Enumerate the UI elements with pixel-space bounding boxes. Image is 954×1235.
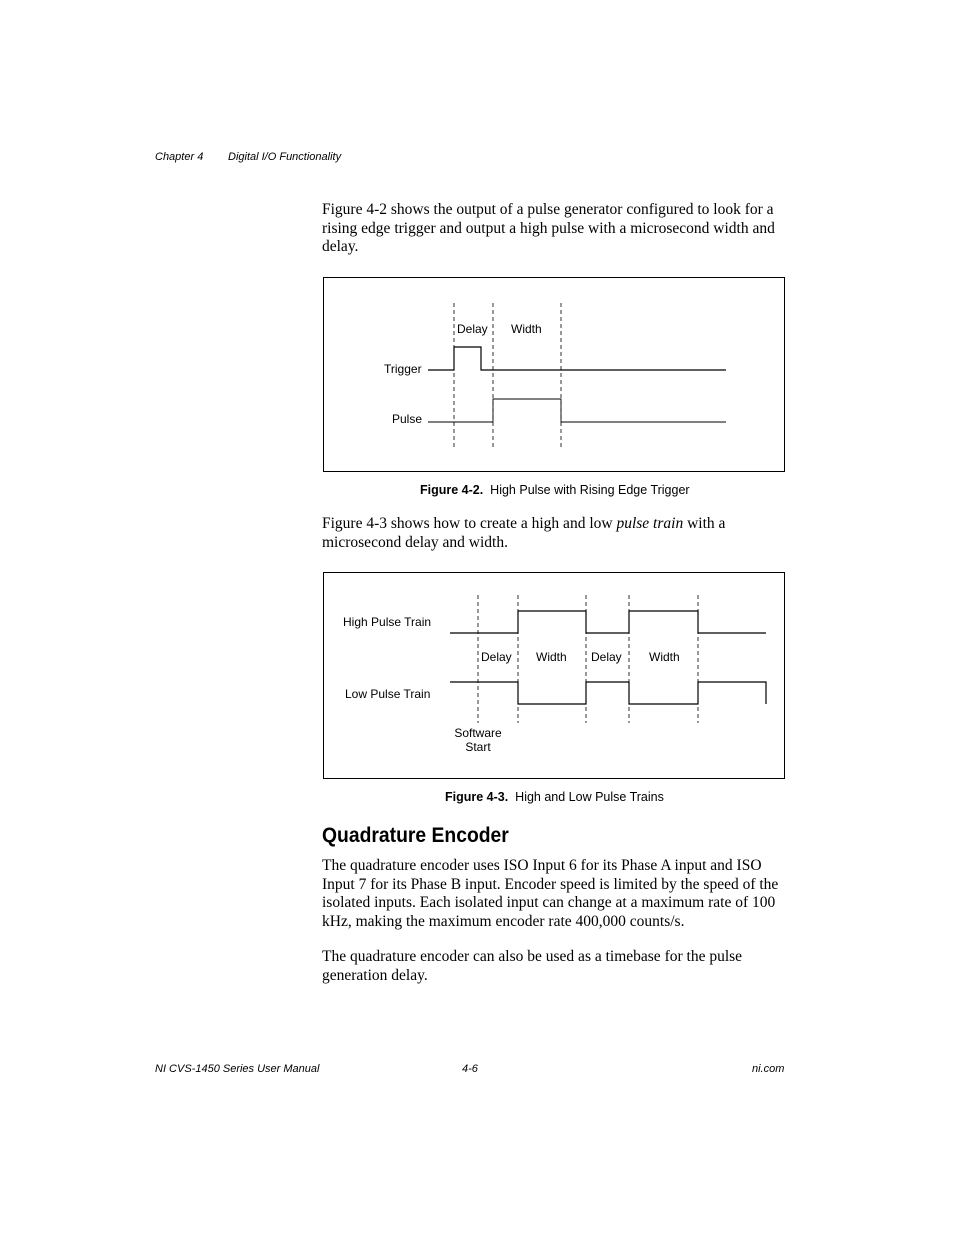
- footer-website: ni.com: [752, 1063, 785, 1075]
- pulse-label: Pulse: [392, 412, 423, 426]
- delay-label: Delay: [457, 322, 488, 336]
- chapter-title: Digital I/O Functionality: [228, 151, 342, 163]
- pulse-waveform: [428, 399, 726, 422]
- width-label-2: Width: [649, 650, 680, 664]
- footer-manual: NI CVS-1450 Series User Manual: [155, 1063, 320, 1075]
- para2-after: with a microsecond delay and width.: [322, 515, 726, 551]
- caption-number: Figure 4-2.: [420, 483, 484, 497]
- pulse-train-paragraph: [322, 515, 742, 552]
- high-pulse-train-label: High Pulse Train: [343, 615, 432, 629]
- trigger-label: Trigger: [384, 362, 422, 376]
- width-label-1: Width: [536, 650, 567, 664]
- start-label: Start: [465, 740, 491, 754]
- figure-4-3: [323, 572, 785, 779]
- width-label: Width: [511, 322, 542, 336]
- low-pulse-waveform: [450, 682, 766, 704]
- delay-label-2: Delay: [591, 650, 622, 664]
- encoder-paragraph: The quadrature encoder uses ISO Input 6 for its Phase A input and ISO Input 7 for its Phase B input. Encoder speed is limited by the speed of the isolated inputs. Each isolated input can change at a maximum rate of 100 kHz, making the maximum encoder rate 400,000 counts/s.: [322, 857, 779, 930]
- caption-number: Figure 4-3.: [445, 790, 509, 804]
- section-heading: Quadrature Encoder: [322, 824, 509, 847]
- footer-page-number: 4-6: [462, 1063, 478, 1075]
- figure-4-2-caption: [420, 483, 690, 497]
- trigger-waveform: [428, 347, 726, 370]
- high-pulse-waveform: [450, 611, 766, 633]
- figure-4-2: [323, 277, 785, 472]
- chapter-label: Chapter 4: [155, 151, 204, 163]
- figure-4-3-diagram: [324, 573, 786, 780]
- intro-paragraph: Figure 4-2 shows the output of a pulse generator configured to look for a rising edge trigger and output a high pulse with a microsecond width and delay.: [322, 201, 775, 256]
- timebase-paragraph: The quadrature encoder can also be used as a timebase for the pulse generation delay.: [322, 948, 743, 984]
- delay-label-1: Delay: [481, 650, 512, 664]
- caption-text: High Pulse with Rising Edge Trigger: [490, 483, 690, 497]
- para2-italic: pulse train: [616, 515, 684, 532]
- software-label: Software: [454, 726, 502, 740]
- figure-4-3-caption: [445, 790, 664, 804]
- caption-text: High and Low Pulse Trains: [515, 790, 664, 804]
- para2-before: Figure 4-3 shows how to create a high and low: [322, 515, 617, 532]
- low-pulse-train-label: Low Pulse Train: [345, 687, 431, 701]
- software-start-label: [438, 726, 518, 754]
